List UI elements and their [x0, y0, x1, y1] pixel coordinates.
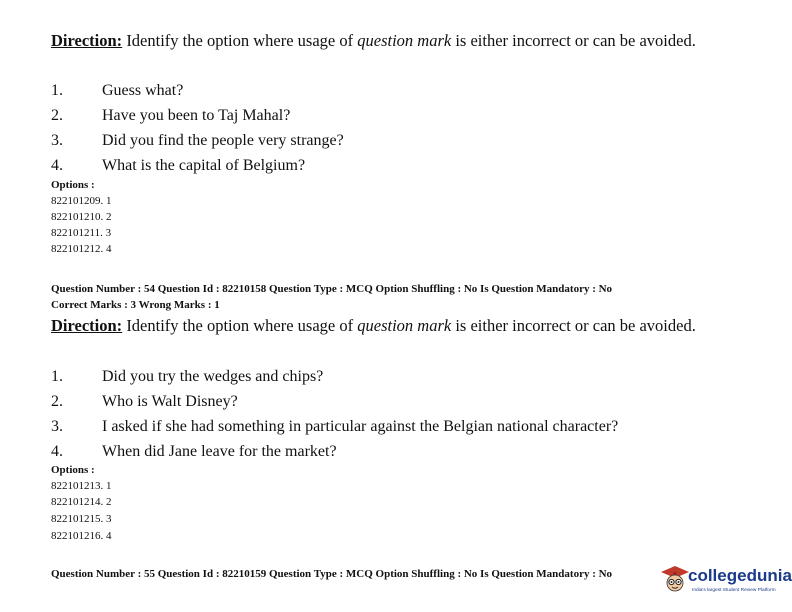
option-item: 822101210. 2 — [51, 211, 112, 223]
item-text: What is the capital of Belgium? — [102, 157, 306, 174]
item-number: 4. — [51, 443, 63, 460]
option-item: 822101216. 4 — [51, 530, 112, 542]
item-text: Have you been to Taj Mahal? — [102, 107, 291, 124]
direction-text-before: Identify the option where usage of — [122, 316, 358, 335]
item-number: 4. — [51, 157, 63, 174]
direction-italic: question mark — [357, 31, 452, 50]
item-text: When did Jane leave for the market? — [102, 443, 337, 460]
direction-label: Direction: — [51, 316, 123, 335]
direction-text-before: Identify the option where usage of — [122, 31, 358, 50]
direction-italic: question mark — [357, 316, 452, 335]
logo-name: collegedunia — [688, 566, 792, 585]
item-number: 1. — [51, 82, 63, 99]
item-text: Guess what? — [102, 82, 184, 99]
option-item: 822101214. 2 — [51, 496, 112, 508]
logo-tagline: India's largest Student Review Platform — [692, 588, 776, 593]
direction-2 — [51, 316, 696, 336]
item-number: 2. — [51, 107, 63, 124]
item-number: 3. — [51, 418, 63, 435]
question-meta-line: Question Number : 54 Question Id : 82210158 Question Type : MCQ Option Shuffling : No Is Question Mandatory : No — [51, 283, 613, 295]
options-label: Options : — [51, 464, 95, 476]
direction-label: Direction: — [51, 31, 123, 50]
marks-meta-line: Correct Marks : 3 Wrong Marks : 1 — [51, 299, 220, 311]
option-item: 822101213. 1 — [51, 480, 112, 492]
direction-text-after: is either incorrect or can be avoided. — [451, 316, 696, 335]
item-text: Did you find the people very strange? — [102, 132, 344, 149]
option-item: 822101211. 3 — [51, 227, 112, 239]
item-number: 3. — [51, 132, 63, 149]
question-meta-line: Question Number : 55 Question Id : 82210159 Question Type : MCQ Option Shuffling : No Is Question Mandatory : No — [51, 568, 613, 580]
item-number: 2. — [51, 393, 63, 410]
graduate-mascot-icon — [660, 564, 690, 594]
options-label: Options : — [51, 179, 95, 191]
option-item: 822101212. 4 — [51, 243, 112, 255]
item-number: 1. — [51, 368, 63, 385]
direction-text-after: is either incorrect or can be avoided. — [451, 31, 696, 50]
collegedunia-logo — [660, 562, 792, 612]
direction-1 — [51, 31, 696, 51]
option-item: 822101215. 3 — [51, 513, 112, 525]
item-text: I asked if she had something in particular against the Belgian national character? — [102, 418, 619, 435]
item-text: Who is Walt Disney? — [102, 393, 238, 410]
option-item: 822101209. 1 — [51, 195, 112, 207]
item-text: Did you try the wedges and chips? — [102, 368, 324, 385]
